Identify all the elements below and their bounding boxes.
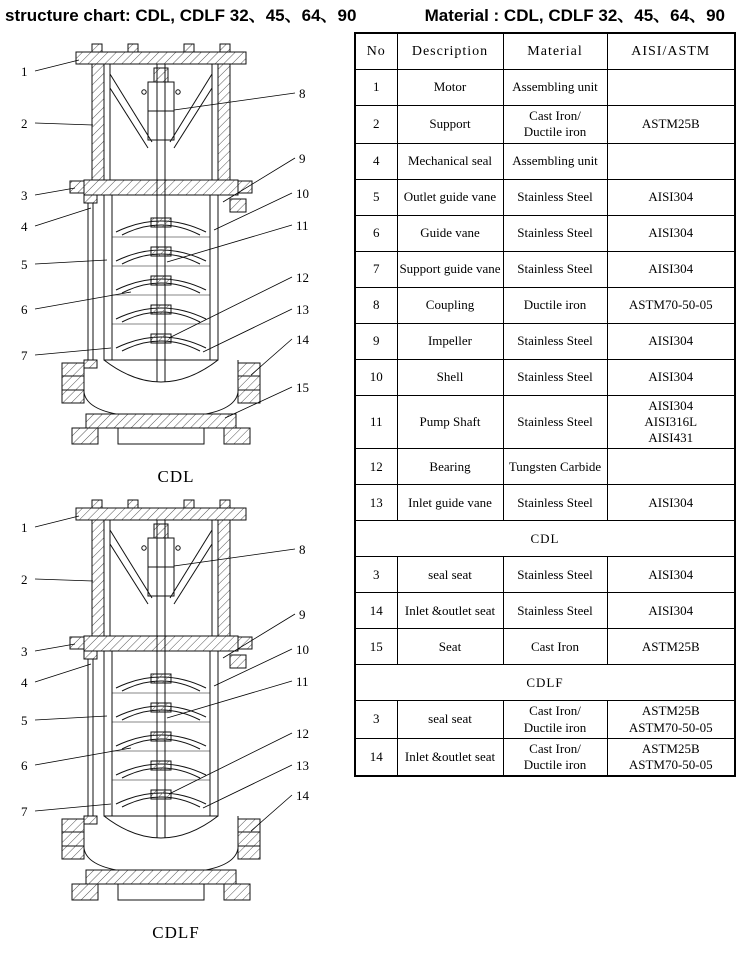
table-row: [355, 70, 735, 106]
cell-material: Stainless Steel: [503, 395, 607, 449]
cell-no: 15: [355, 629, 397, 665]
pump-cross-section-cdl: [11, 30, 341, 470]
cell-description: Inlet &outlet seat: [397, 738, 503, 776]
cell-no: 1: [355, 70, 397, 106]
cell-standard: [607, 70, 735, 106]
materials-table-wrap: [354, 32, 736, 777]
cell-no: 3: [355, 557, 397, 593]
callout-leader-line: [167, 225, 292, 262]
callout-number: 2: [21, 116, 28, 131]
callout-number: 8: [299, 86, 306, 101]
cell-no: 12: [355, 449, 397, 485]
cell-material: Ductile iron: [503, 287, 607, 323]
pump-diagram-cdl: [0, 30, 352, 486]
table-row: [355, 557, 735, 593]
cell-description: Outlet guide vane: [397, 179, 503, 215]
cell-standard: ASTM25B ASTM70-50-05: [607, 738, 735, 776]
cell-no: 14: [355, 593, 397, 629]
cell-no: 3: [355, 701, 397, 739]
cell-material: Stainless Steel: [503, 323, 607, 359]
callout-leader-line: [35, 516, 79, 527]
cell-standard: AISI304: [607, 359, 735, 395]
cell-no: 8: [355, 287, 397, 323]
callout-leader-line: [35, 60, 79, 71]
cell-material: Cast Iron: [503, 629, 607, 665]
cell-no: 6: [355, 215, 397, 251]
callout-leader-line: [214, 649, 292, 686]
table-row: [355, 395, 735, 449]
cell-standard: AISI304: [607, 215, 735, 251]
cell-description: Impeller: [397, 323, 503, 359]
cell-description: Motor: [397, 70, 503, 106]
callout-leader-line: [35, 188, 75, 195]
cell-no: 14: [355, 738, 397, 776]
section-label: CDL: [355, 521, 735, 557]
cell-description: Inlet &outlet seat: [397, 593, 503, 629]
table-header-row: [355, 33, 735, 70]
callout-number: 9: [299, 607, 306, 622]
table-row: [355, 629, 735, 665]
header-standard: AISI/ASTM: [607, 33, 735, 70]
cell-description: Seat: [397, 629, 503, 665]
callout-leader-line: [214, 193, 292, 230]
table-row: [355, 701, 735, 739]
header-no: No: [355, 33, 397, 70]
cell-material: Stainless Steel: [503, 179, 607, 215]
cell-standard: AISI304: [607, 323, 735, 359]
cell-standard: AISI304: [607, 593, 735, 629]
callout-leader-line: [35, 260, 107, 264]
callout-leader-line: [35, 123, 93, 125]
table-row: [355, 179, 735, 215]
callout-leader-line: [251, 339, 292, 375]
callout-number: 11: [296, 674, 309, 689]
callout-leader-line: [167, 681, 292, 718]
table-row: [355, 449, 735, 485]
cell-standard: ASTM70-50-05: [607, 287, 735, 323]
cell-material: Stainless Steel: [503, 485, 607, 521]
cell-description: Guide vane: [397, 215, 503, 251]
cell-standard: AISI304: [607, 485, 735, 521]
diagram-label-cdl: CDL: [157, 467, 195, 486]
callout-number: 3: [21, 188, 28, 203]
callout-leader-line: [174, 93, 295, 110]
table-row: [355, 251, 735, 287]
table-section-row: [355, 665, 735, 701]
callout-number: 4: [21, 219, 28, 234]
callout-number: 11: [296, 218, 309, 233]
cell-description: Pump Shaft: [397, 395, 503, 449]
cell-description: Support: [397, 106, 503, 144]
page-title: [0, 0, 739, 30]
callout-number: 5: [21, 713, 28, 728]
callout-number: 14: [296, 332, 309, 347]
callout-number: 13: [296, 302, 309, 317]
cell-standard: ASTM25B: [607, 629, 735, 665]
callout-leader-line: [35, 579, 93, 581]
cell-description: seal seat: [397, 557, 503, 593]
table-row: [355, 106, 735, 144]
diagram-column: [0, 30, 352, 942]
callout-leader-line: [169, 277, 292, 338]
cell-material: Assembling unit: [503, 70, 607, 106]
callout-number: 13: [296, 758, 309, 773]
cell-material: Stainless Steel: [503, 359, 607, 395]
cell-description: Bearing: [397, 449, 503, 485]
cell-description: Coupling: [397, 287, 503, 323]
cell-standard: AISI304: [607, 251, 735, 287]
cell-no: 10: [355, 359, 397, 395]
callout-leader-line: [174, 549, 295, 566]
materials-table: [354, 32, 736, 777]
callout-number: 12: [296, 270, 309, 285]
callout-number: 7: [21, 804, 28, 819]
title-material: Material : CDL, CDLF 32、45、64、90: [424, 6, 725, 25]
callout-number: 2: [21, 572, 28, 587]
cell-material: Stainless Steel: [503, 215, 607, 251]
cell-standard: ASTM25B ASTM70-50-05: [607, 701, 735, 739]
cell-material: Cast Iron/ Ductile iron: [503, 701, 607, 739]
diagram-label-cdlf: CDLF: [152, 923, 200, 942]
content: [0, 30, 739, 942]
title-structure-chart: structure chart: CDL, CDLF 32、45、64、90: [5, 6, 357, 25]
callout-number: 6: [21, 302, 28, 317]
cell-no: 11: [355, 395, 397, 449]
cell-no: 4: [355, 143, 397, 179]
cell-standard: AISI304 AISI316L AISI431: [607, 395, 735, 449]
cell-standard: [607, 449, 735, 485]
callout-number: 8: [299, 542, 306, 557]
cell-description: Mechanical seal: [397, 143, 503, 179]
table-row: [355, 287, 735, 323]
header-description: Description: [397, 33, 503, 70]
callout-leader-line: [35, 664, 91, 682]
callout-number: 15: [296, 380, 309, 395]
cell-description: seal seat: [397, 701, 503, 739]
callout-leader-line: [251, 795, 292, 831]
callout-number: 7: [21, 348, 28, 363]
cell-standard: AISI304: [607, 557, 735, 593]
table-row: [355, 738, 735, 776]
cell-no: 7: [355, 251, 397, 287]
callout-leader-line: [203, 765, 292, 808]
cell-no: 5: [355, 179, 397, 215]
cell-standard: ASTM25B: [607, 106, 735, 144]
cell-material: Stainless Steel: [503, 251, 607, 287]
cell-material: Cast Iron/ Ductile iron: [503, 106, 607, 144]
cell-material: Stainless Steel: [503, 593, 607, 629]
callout-leader-line: [35, 292, 131, 309]
table-row: [355, 359, 735, 395]
section-label: CDLF: [355, 665, 735, 701]
callout-leader-line: [35, 716, 107, 720]
callout-number: 1: [21, 520, 28, 535]
cell-material: Cast Iron/ Ductile iron: [503, 738, 607, 776]
callout-number: 5: [21, 257, 28, 272]
table-row: [355, 323, 735, 359]
callout-number: 1: [21, 64, 28, 79]
table-row: [355, 485, 735, 521]
table-section-row: [355, 521, 735, 557]
table-row: [355, 593, 735, 629]
callout-number: 10: [296, 642, 309, 657]
callout-number: 14: [296, 788, 309, 803]
callout-number: 12: [296, 726, 309, 741]
cell-description: Shell: [397, 359, 503, 395]
callout-leader-line: [35, 644, 75, 651]
cell-description: Support guide vane: [397, 251, 503, 287]
table-row: [355, 143, 735, 179]
pump-cross-section-cdlf: [11, 486, 341, 926]
cell-description: Inlet guide vane: [397, 485, 503, 521]
callout-leader-line: [169, 733, 292, 794]
cell-no: 13: [355, 485, 397, 521]
cell-no: 2: [355, 106, 397, 144]
cell-material: Assembling unit: [503, 143, 607, 179]
cell-no: 9: [355, 323, 397, 359]
cell-standard: AISI304: [607, 179, 735, 215]
callout-number: 3: [21, 644, 28, 659]
callout-leader-line: [35, 348, 111, 355]
callout-number: 4: [21, 675, 28, 690]
callout-number: 9: [299, 151, 306, 166]
callout-leader-line: [35, 804, 111, 811]
header-material: Material: [503, 33, 607, 70]
callout-leader-line: [35, 208, 91, 226]
callout-leader-line: [203, 309, 292, 352]
cell-material: Tungsten Carbide: [503, 449, 607, 485]
cell-standard: [607, 143, 735, 179]
callout-number: 6: [21, 758, 28, 773]
callout-number: 10: [296, 186, 309, 201]
cell-material: Stainless Steel: [503, 557, 607, 593]
pump-diagram-cdlf: [0, 486, 352, 942]
table-row: [355, 215, 735, 251]
callout-leader-line: [35, 748, 131, 765]
